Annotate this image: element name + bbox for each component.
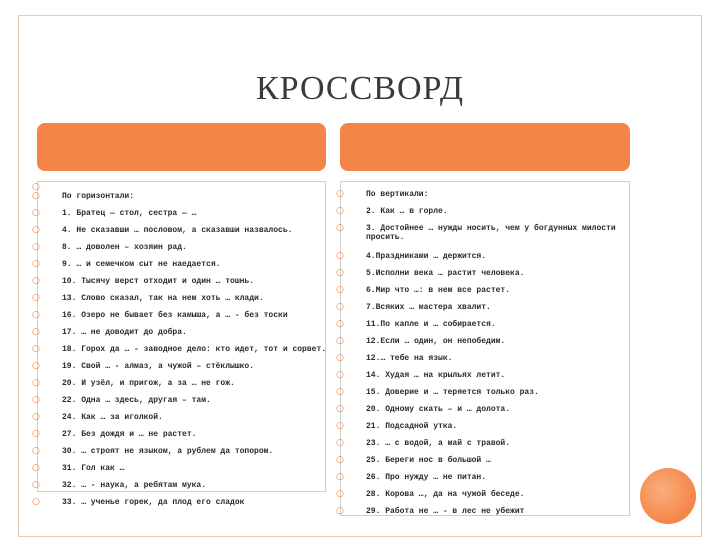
clue-item bbox=[32, 183, 332, 192]
clue-text: 9. … и семечком сыт не наедается. bbox=[62, 260, 221, 269]
clue-item bbox=[32, 413, 332, 430]
bullet-icon: ○ bbox=[336, 302, 344, 312]
clue-text: 28. Корова …, да на чужой беседе. bbox=[366, 490, 525, 499]
clue-text: 24. Как … за иголкой. bbox=[62, 413, 163, 422]
clue-text: 19. Свой … - алмаз, а чужой – стёклышко. bbox=[62, 362, 255, 371]
clue-item bbox=[32, 294, 332, 311]
clue-item bbox=[32, 379, 332, 396]
clue-text: По вертикали: bbox=[366, 190, 429, 199]
bullet-icon: ○ bbox=[32, 446, 40, 456]
bullet-icon: ○ bbox=[32, 293, 40, 303]
clue-text: 33. … ученье горек, да плод его сладок bbox=[62, 498, 245, 507]
bullet-icon: ○ bbox=[32, 429, 40, 439]
clue-item bbox=[32, 311, 332, 328]
clue-item bbox=[32, 430, 332, 447]
clue-item bbox=[336, 303, 636, 320]
bullet-icon: ○ bbox=[32, 242, 40, 252]
bullet-icon: ○ bbox=[336, 438, 344, 448]
clue-text: 13. Слово сказал, так на нем хоть … клади. bbox=[62, 294, 264, 303]
clue-item bbox=[336, 252, 636, 269]
bullet-icon: ○ bbox=[32, 412, 40, 422]
bullet-icon: ○ bbox=[336, 285, 344, 295]
clue-item bbox=[336, 456, 636, 473]
clue-item bbox=[336, 207, 636, 224]
clue-item bbox=[336, 490, 636, 507]
clue-item bbox=[32, 345, 332, 362]
clue-item bbox=[32, 277, 332, 294]
clue-item bbox=[32, 260, 332, 277]
clue-text: 11.По капле и … собирается. bbox=[366, 320, 496, 329]
bullet-icon: ○ bbox=[32, 276, 40, 286]
bullet-icon: ○ bbox=[336, 353, 344, 363]
clue-item bbox=[336, 422, 636, 439]
bullet-icon: ○ bbox=[336, 421, 344, 431]
clue-text: 17. … не доводит до добра. bbox=[62, 328, 187, 337]
clue-item bbox=[336, 507, 636, 524]
bullet-icon: ○ bbox=[32, 182, 40, 192]
clue-text: 12.… тебе на язык. bbox=[366, 354, 453, 363]
bullet-icon: ○ bbox=[336, 223, 344, 233]
bullet-icon: ○ bbox=[336, 387, 344, 397]
clue-text: 2. Как … в горле. bbox=[366, 207, 448, 216]
bullet-icon: ○ bbox=[32, 480, 40, 490]
bullet-icon: ○ bbox=[32, 497, 40, 507]
clue-text: 30. … строят не языком, а рублем да топором. bbox=[62, 447, 274, 456]
bullet-icon: ○ bbox=[336, 206, 344, 216]
clue-item bbox=[336, 337, 636, 354]
bullet-icon: ○ bbox=[336, 268, 344, 278]
slide-title: КРОССВОРД bbox=[255, 70, 465, 107]
clue-text: 3. Достойнее … нужды носить, чем у богдунных милости просить. bbox=[366, 224, 616, 242]
bullet-icon: ○ bbox=[336, 455, 344, 465]
clue-text: 32. … - наука, а ребятам мука. bbox=[62, 481, 207, 490]
clue-text: 5.Исполни века … растит человека. bbox=[366, 269, 525, 278]
bullet-icon: ○ bbox=[32, 327, 40, 337]
clue-text: 20. Одному скать – и … долота. bbox=[366, 405, 511, 414]
clue-text: 10. Тысячу верст отходит и один … тошнь. bbox=[62, 277, 255, 286]
clue-text: 7.Всяких … мастера хвалит. bbox=[366, 303, 491, 312]
clue-item bbox=[336, 371, 636, 388]
bullet-icon: ○ bbox=[32, 395, 40, 405]
bullet-icon: ○ bbox=[32, 208, 40, 218]
bullet-icon: ○ bbox=[32, 361, 40, 371]
clue-text: 20. И узёл, и пригож, а за … не гож. bbox=[62, 379, 235, 388]
clue-text: 31. Гол как … bbox=[62, 464, 125, 473]
bullet-icon: ○ bbox=[336, 251, 344, 261]
clue-text: 29. Работа не … - в лес не убежит bbox=[366, 507, 525, 516]
clue-text: 16. Озеро не бывает без камыша, а … - без тоски bbox=[62, 311, 288, 320]
bullet-icon: ○ bbox=[32, 463, 40, 473]
clue-item bbox=[32, 396, 332, 413]
clue-text: 4. Не сказавши … пословом, а сказавши назвалось. bbox=[62, 226, 293, 235]
clue-item bbox=[32, 226, 332, 243]
bullet-icon: ○ bbox=[336, 489, 344, 499]
clue-item bbox=[32, 243, 332, 260]
clue-item bbox=[32, 192, 332, 209]
bullet-icon: ○ bbox=[336, 506, 344, 516]
clue-item bbox=[32, 481, 332, 498]
bullet-icon: ○ bbox=[32, 378, 40, 388]
clue-text: 22. Одна … здесь, другая – там. bbox=[62, 396, 211, 405]
decorative-circle bbox=[640, 468, 696, 524]
bullet-icon: ○ bbox=[32, 259, 40, 269]
clue-text: 27. Без дождя и … не растет. bbox=[62, 430, 197, 439]
bullet-icon: ○ bbox=[336, 404, 344, 414]
clue-item bbox=[336, 354, 636, 371]
clue-item bbox=[336, 473, 636, 490]
clue-item bbox=[336, 405, 636, 422]
clue-text: 15. Доверие и … теряется только раз. bbox=[366, 388, 539, 397]
right-header-bar bbox=[340, 123, 630, 171]
down-clues-list bbox=[336, 190, 636, 524]
clue-text: 14. Худая … на крыльях летит. bbox=[366, 371, 506, 380]
clue-text: По горизонтали: bbox=[62, 192, 135, 201]
clue-text: 26. Про нужду … не питан. bbox=[366, 473, 487, 482]
bullet-icon: ○ bbox=[336, 319, 344, 329]
clue-item bbox=[336, 320, 636, 337]
clue-text: 18. Горох да … - заводное дело: кто идет, тот и сорвет. bbox=[62, 345, 327, 354]
clue-item bbox=[336, 224, 636, 252]
clue-item bbox=[336, 388, 636, 405]
bullet-icon: ○ bbox=[336, 189, 344, 199]
clue-item bbox=[336, 439, 636, 456]
clue-item bbox=[32, 328, 332, 345]
clue-text: 6.Мир что …: в нем все растет. bbox=[366, 286, 511, 295]
left-header-bar bbox=[37, 123, 326, 171]
clue-item bbox=[32, 498, 332, 515]
clue-text: 1. Братец — стол, сестра — … bbox=[62, 209, 197, 218]
clue-item bbox=[336, 286, 636, 303]
clue-text: 12.Если … один, он непобедим. bbox=[366, 337, 506, 346]
bullet-icon: ○ bbox=[32, 225, 40, 235]
clue-text: 21. Подсадной утка. bbox=[366, 422, 458, 431]
clue-item bbox=[32, 209, 332, 226]
clue-text: 4.Праздниками … держится. bbox=[366, 252, 487, 261]
clue-text: 25. Береги нос в большой … bbox=[366, 456, 491, 465]
bullet-icon: ○ bbox=[32, 344, 40, 354]
clue-item bbox=[32, 362, 332, 379]
across-clues-list bbox=[32, 183, 332, 515]
clue-item bbox=[32, 447, 332, 464]
clue-item bbox=[336, 190, 636, 207]
clue-text: 8. … доволен – хозяин рад. bbox=[62, 243, 187, 252]
bullet-icon: ○ bbox=[336, 336, 344, 346]
clue-item bbox=[32, 464, 332, 481]
bullet-icon: ○ bbox=[336, 472, 344, 482]
clue-text: 23. … с водой, а май с травой. bbox=[366, 439, 511, 448]
bullet-icon: ○ bbox=[32, 191, 40, 201]
clue-item bbox=[336, 269, 636, 286]
bullet-icon: ○ bbox=[336, 370, 344, 380]
bullet-icon: ○ bbox=[32, 310, 40, 320]
